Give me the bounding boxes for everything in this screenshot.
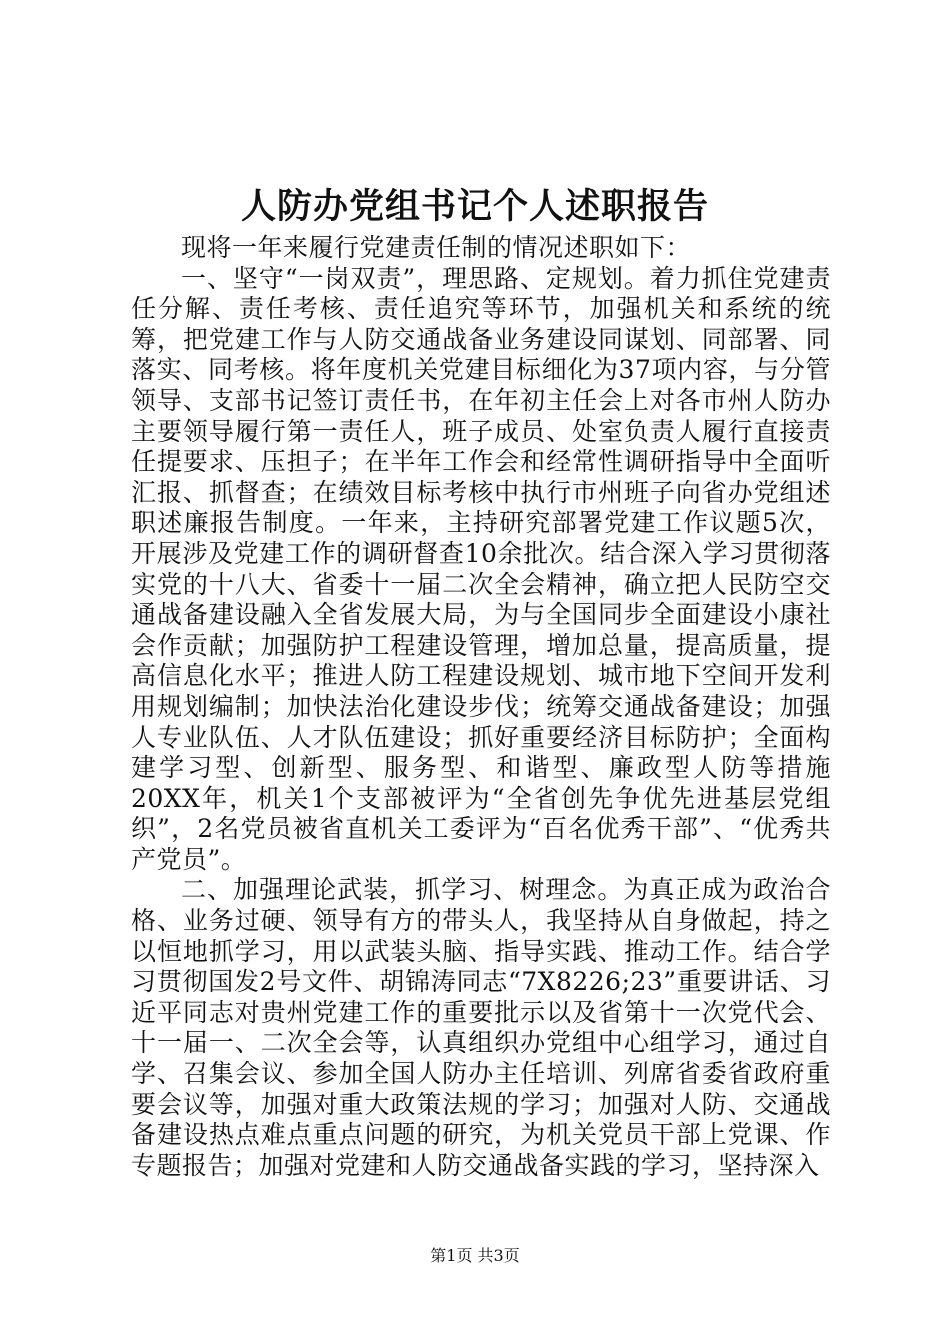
- paragraph-section-one: 一、坚守“一岗双责”，理思路、定规划。着力抓住党建责任分解、责任考核、责任追究等环节，加强机关和系统的统筹，把党建工作与人防交通战备业务建设同谋划、同部署、同落实、同考核。将年度机关党建目标细化为37项内容，与分管领导、支部书记签订责任书，在年初主任会上对各市州人防办主要领导履行第一责任人，班子成员、处室负责人履行直接责任提要求、压担子；在半年工作会和经常性调研指导中全面听汇报、抓督查；在绩效目标考核中执行市州班子向省办党组述职述廉报告制度。一年来，主持研究部署党建工作议题5次，开展涉及党建工作的调研督查10余批次。结合深入学习贯彻落实党的十八大、省委十一届二次全会精神，确立把人民防空交通战备建设融入全省发展大局，为与全国同步全面建设小康社会作贡献；加强防护工程建设管理，增加总量，提高质量，提高信息化水平；推进人防工程建设规划、城市地下空间开发利用规划编制；加快法治化建设步伐；统筹交通战备建设；加强人专业队伍、人才队伍建设；抓好重要经济目标防护；全面构建学习型、创新型、服务型、和谐型、廉政型人防等措施20XX年，机关1个支部被评为“全省创先争优先进基层党组织”，2名党员被省直机关工委评为“百名优秀干部”、“优秀共产党员”。: [131, 263, 831, 874]
- paragraph-section-two: 二、加强理论武装，抓学习、树理念。为真正成为政治合格、业务过硬、领导有方的带头人，我坚持从自身做起，持之以恒地抓学习，用以武装头脑、指导实践、推动工作。结合学习贯彻国发2号文件、胡锦涛同志“7X8226;23”重要讲话、习近平同志对贵州党建工作的重要批示以及省第十一次党代会、十一届一、二次全会等，认真组织办党组中心组学习，通过自学、召集会议、参加全国人防办主任培训、列席省委省政府重要会议等，加强对重大政策法规的学习；加强对人防、交通战备建设热点难点重点问题的研究，为机关党员干部上党课、作专题报告；加强对党建和人防交通战备实践的学习，坚持深入: [131, 875, 831, 1180]
- document-title: 人防办党组书记个人述职报告: [240, 186, 709, 227]
- paragraph-intro: 现将一年来履行党建责任制的情况述职如下：: [181, 233, 692, 262]
- page-number-footer: 第1页 共3页: [430, 1246, 520, 1265]
- document-body: [131, 233, 831, 1181]
